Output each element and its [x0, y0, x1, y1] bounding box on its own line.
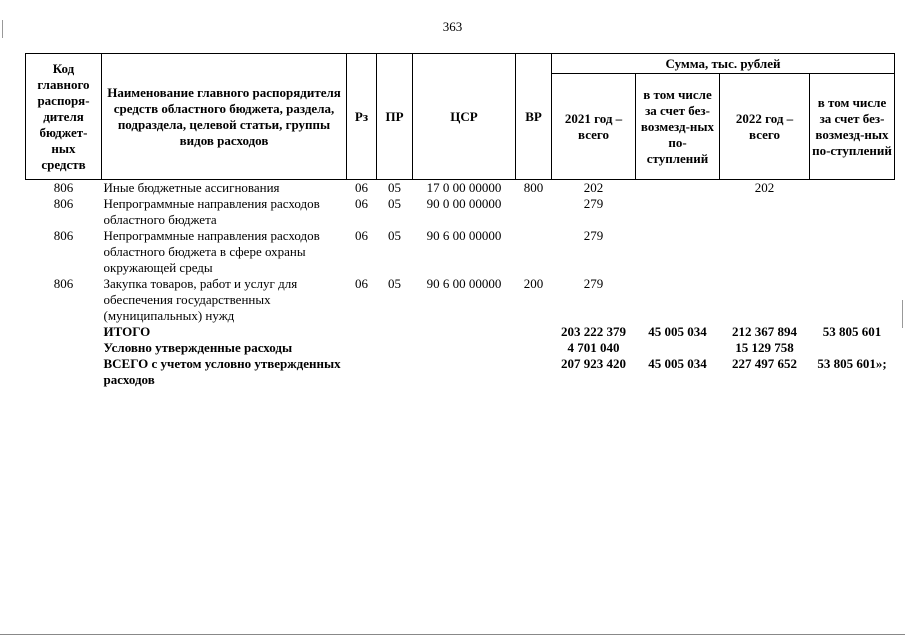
- cell-2021-total: 279: [583, 228, 604, 243]
- conditional-2021-free: [636, 340, 720, 356]
- grand-total-row: [26, 356, 895, 388]
- table-row: [26, 276, 895, 324]
- total-2021-total: 203 222 379: [561, 324, 626, 339]
- grand-total-2021-free: 45 005 034: [648, 356, 707, 371]
- cell-code: 806: [53, 180, 74, 195]
- cell-2022-total: 202: [754, 180, 775, 195]
- header-name: Наименование главного распорядителя средств областного бюджета, раздела, подраздела, целевой статьи, группы видов расходов: [102, 54, 347, 180]
- cell-name: Закупка товаров, работ и услуг для обеспечения государственных (муниципальных) нужд: [103, 276, 298, 323]
- header-csr: ЦСР: [413, 54, 516, 180]
- cell-2022-free: [810, 228, 895, 276]
- cell-rz: 06: [355, 180, 368, 195]
- cell-pr: 05: [388, 276, 401, 291]
- conditional-2022-free: [810, 340, 895, 356]
- cell-2021-total: 279: [583, 276, 604, 291]
- header-vr: ВР: [516, 54, 552, 180]
- cell-csr: 17 0 00 00000: [426, 180, 502, 195]
- cell-2021-total: 202: [583, 180, 604, 195]
- cell-name: Непрограммные направления расходов областного бюджета в сфере охраны окружающей среды: [103, 228, 320, 275]
- grand-total-2021-total: 207 923 420: [561, 356, 626, 371]
- cell-vr: 200: [523, 276, 544, 291]
- header-pr: ПР: [377, 54, 413, 180]
- cell-2022-total: [720, 196, 810, 228]
- cell-vr: [516, 228, 552, 276]
- cell-csr: 90 0 00 00000: [426, 196, 502, 211]
- header-code: Код главного распоря-дителя бюджет-ных средств: [26, 54, 102, 180]
- header-2021-free: в том числе за счет без-возмезд-ных по-ступлений: [636, 74, 720, 180]
- page-number: 363: [442, 19, 463, 34]
- table-row: [26, 180, 895, 197]
- header-2022-free: в том числе за счет без-возмезд-ных по-ступлений: [810, 74, 895, 180]
- cell-vr: 800: [523, 180, 544, 195]
- cell-code: 806: [53, 228, 74, 243]
- cell-code: 806: [53, 196, 74, 211]
- grand-total-label: ВСЕГО с учетом условно утвержденных расходов: [103, 356, 341, 387]
- cell-name: Непрограммные направления расходов областного бюджета: [103, 196, 320, 227]
- conditional-2022-total: 15 129 758: [735, 340, 794, 355]
- cell-pr: 05: [388, 196, 401, 211]
- cell-pr: 05: [388, 180, 401, 195]
- cell-2021-total: 279: [583, 196, 604, 211]
- cell-csr: 90 6 00 00000: [426, 228, 502, 243]
- conditional-label: Условно утвержденные расходы: [103, 340, 293, 355]
- header-2022-total: 2022 год – всего: [720, 74, 810, 180]
- cell-name: Иные бюджетные ассигнования: [103, 180, 280, 195]
- conditional-2021-total: 4 701 040: [567, 340, 620, 355]
- cell-2022-free: [810, 180, 895, 197]
- header-2021-total: 2021 год – всего: [552, 74, 636, 180]
- grand-total-2022-free: 53 805 601»;: [817, 356, 887, 371]
- cell-2022-total: [720, 276, 810, 324]
- cell-2021-free: [636, 180, 720, 197]
- header-rz: Рз: [347, 54, 377, 180]
- table-header: [26, 54, 895, 180]
- total-2021-free: 45 005 034: [648, 324, 707, 339]
- cell-2021-free: [636, 276, 720, 324]
- scan-mark-right: [902, 300, 903, 328]
- header-sum: Сумма, тыс. рублей: [552, 54, 895, 74]
- table-row: [26, 228, 895, 276]
- conditional-row: [26, 340, 895, 356]
- total-2022-free: 53 805 601: [822, 324, 882, 339]
- scan-mark-left: [2, 20, 3, 38]
- total-row: [26, 324, 895, 340]
- grand-total-2022-total: 227 497 652: [732, 356, 797, 371]
- scan-line-bottom: [0, 634, 905, 635]
- cell-2021-free: [636, 228, 720, 276]
- table-body: [26, 180, 895, 389]
- table-row: [26, 196, 895, 228]
- cell-rz: 06: [355, 196, 368, 211]
- cell-2022-free: [810, 196, 895, 228]
- cell-pr: 05: [388, 228, 401, 243]
- cell-rz: 06: [355, 276, 368, 291]
- budget-table: [25, 53, 895, 388]
- cell-2022-free: [810, 276, 895, 324]
- total-label: ИТОГО: [103, 324, 151, 339]
- cell-2021-free: [636, 196, 720, 228]
- cell-2022-total: [720, 228, 810, 276]
- total-2022-total: 212 367 894: [732, 324, 797, 339]
- cell-csr: 90 6 00 00000: [426, 276, 502, 291]
- cell-code: 806: [53, 276, 74, 291]
- cell-vr: [516, 196, 552, 228]
- cell-rz: 06: [355, 228, 368, 243]
